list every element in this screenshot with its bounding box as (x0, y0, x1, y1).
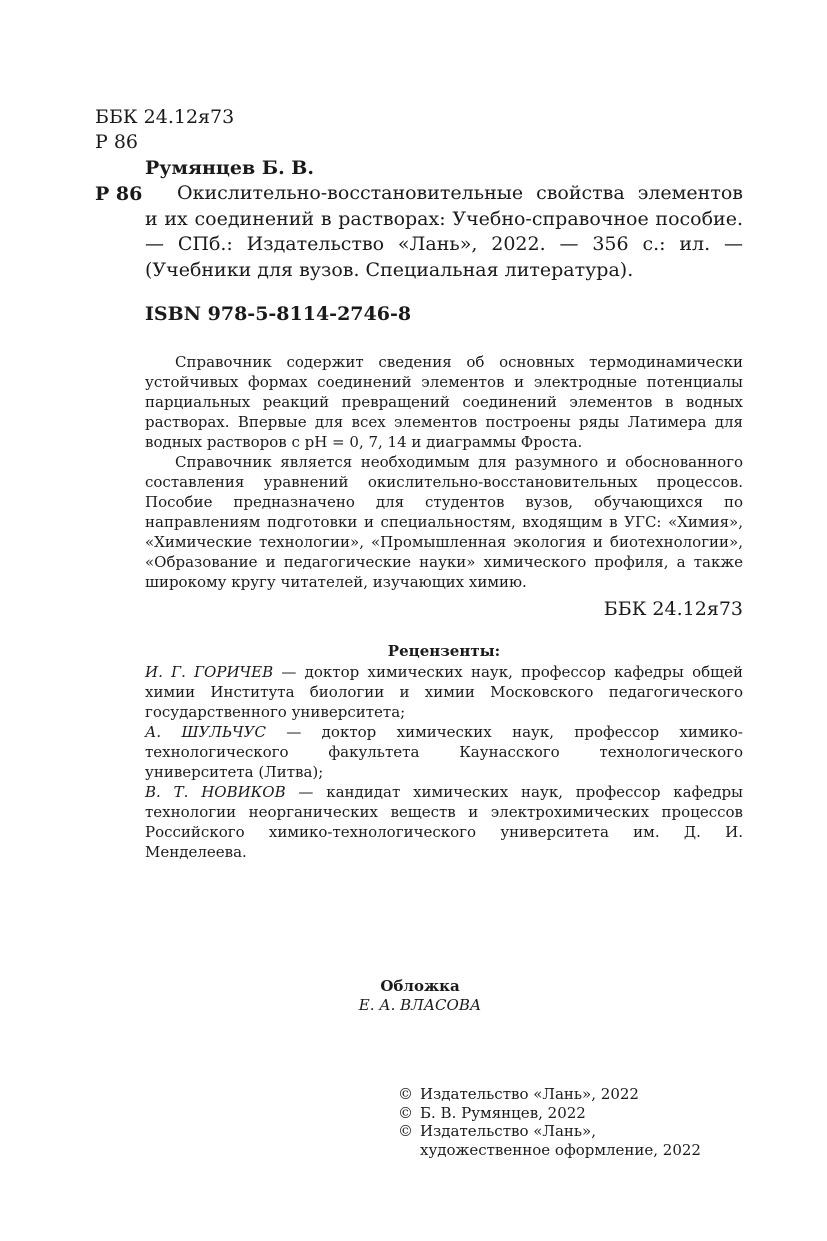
annotation-paragraph-2: Справочник является необходимым для разумного и обоснованного составления уравнений окислительно-восстановительных процессов. Пособие предназначено для студентов вузов, обучающихся по направлениям подготовки и специальностям, входящим в УГС: «Химия», «Химические технологии», «Промышленная экология и биотехнологии», «Образование и педагогические науки» химического профиля, а также широкому кругу читателей, изучающих химию. (145, 453, 743, 591)
annotation-paragraph-1: Справочник содержит сведения об основных термодинамически устойчивых формах соединений элементов и электродные потенциалы парциальных реакций превращений соединений элементов в водных растворах. Впервые для всех элементов построены ряды Латимера для водных растворов с pH = 0, 7, 14 и диаграммы Фроста. (145, 353, 743, 451)
copyright-text: Б. В. Румянцев, 2022 (420, 1103, 586, 1122)
reviewer-text: — кандидат химических наук, профессор кафедры технологии неорганических веществ и электрохимических процессов Российского химико-технологического университета им. Д. И. Менделеева. (145, 783, 743, 861)
reviewer-item (145, 782, 743, 862)
copyright-block (398, 1085, 738, 1159)
reviewer-item (145, 722, 743, 782)
copyright-symbol: © (398, 1085, 413, 1103)
cover-artist: Е. А. ВЛАСОВА (358, 996, 482, 1014)
reviewer-name: В. Т. НОВИКОВ (145, 783, 286, 801)
copyright-line (398, 1122, 738, 1141)
copyright-text: Издательство «Лань», 2022 (420, 1085, 639, 1103)
copyright-line-continued (398, 1141, 738, 1160)
copyright-line (398, 1104, 738, 1123)
cover-title: Обложка (380, 977, 460, 995)
reviewers-title: Рецензенты: (387, 642, 501, 660)
reviewer-text: — доктор химических наук, профессор кафедры общей химии Института биологии и химии Московского педагогического государственного университета; (145, 663, 743, 721)
copyright-symbol: © (398, 1103, 413, 1122)
isbn: ISBN 978-5-8114-2746-8 (145, 303, 412, 325)
copyright-text: Издательство «Лань», (420, 1122, 597, 1140)
bibliographic-description: Окислительно-восстановительные свойства элементов и их соединений в растворах: Учебно-справочное пособие. — СПб.: Издательство «Лань», 2022. — 356 с.: ил. — (Учебники для вузов. Специальная литература). (145, 182, 743, 281)
author-sign-code: Р 86 (95, 183, 143, 205)
copyright-symbol: © (398, 1122, 413, 1140)
reviewer-name: И. Г. ГОРИЧЕВ (145, 663, 274, 681)
author-name: Румянцев Б. В. (145, 157, 314, 179)
reviewer-text: — доктор химических наук, профессор химико-технологического факультета Каунасского технологического университета (Литва); (145, 723, 743, 781)
annotation (145, 352, 743, 592)
bbk-header: ББК 24.12я73 (95, 106, 235, 128)
reviewer-name: А. ШУЛЬЧУС (145, 723, 266, 741)
copyright-text: художественное оформление, 2022 (420, 1140, 701, 1159)
bbk-classification: ББК 24.12я73 (603, 598, 743, 620)
reviewer-item (145, 662, 743, 722)
copyright-line (398, 1085, 738, 1104)
author-sign-header: Р 86 (95, 131, 139, 153)
reviewers-list (145, 662, 743, 862)
